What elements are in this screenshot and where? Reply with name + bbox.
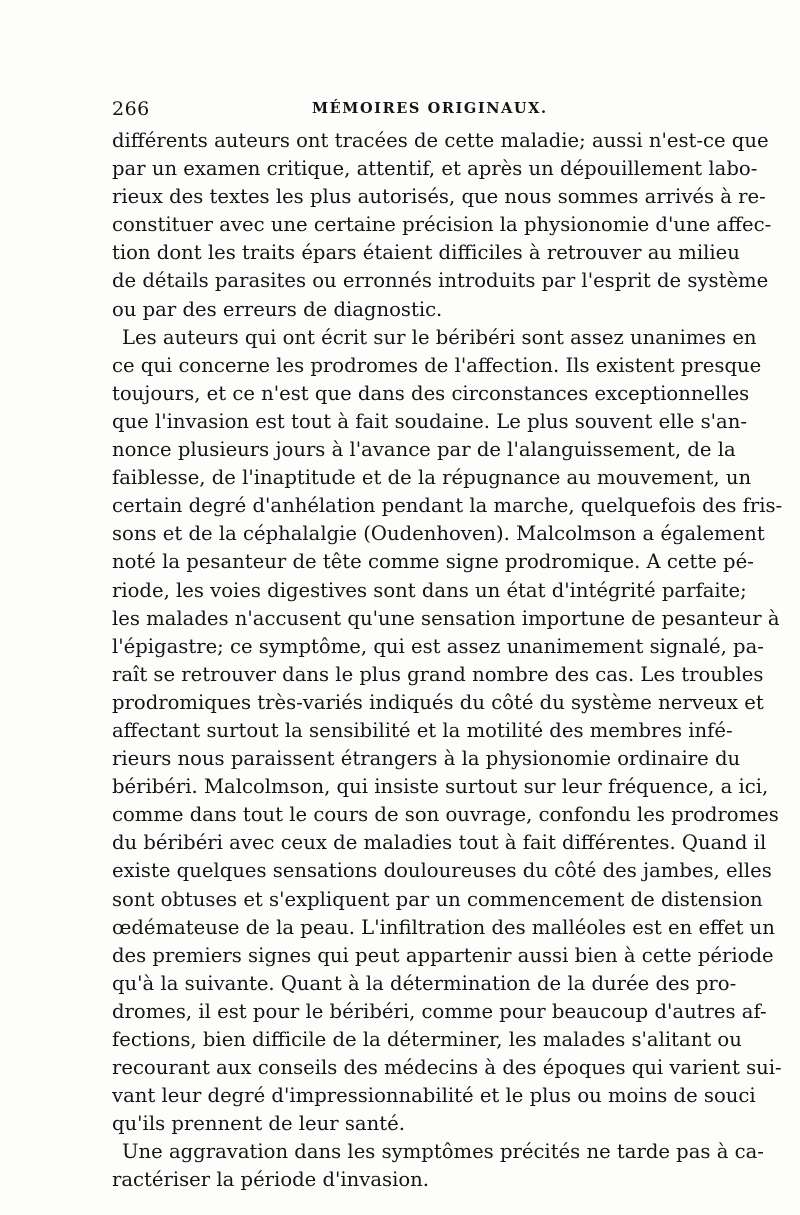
text-line: noté la pesanteur de tête comme signe prodromique. A cette pé- <box>112 550 754 574</box>
text-line: riode, les voies digestives sont dans un état d'intégrité parfaite; <box>112 578 747 602</box>
text-line: rieux des textes les plus autorisés, que nous sommes arrivés à re- <box>112 185 766 209</box>
text-line: œdémateuse de la peau. L'infiltration des malléoles est en effet un <box>112 915 775 939</box>
text-line: qu'ils prennent de leur santé. <box>112 1112 405 1136</box>
text-line: béribéri. Malcolmson, qui insiste surtout sur leur fréquence, a ici, <box>112 775 769 799</box>
text-line: comme dans tout le cours de son ouvrage, confondu les prodromes <box>112 803 779 827</box>
text-line: fections, bien difficile de la déterminer, les malades s'alitant ou <box>112 1028 742 1051</box>
text-line: de détails parasites ou erronnés introduits par l'esprit de système <box>112 269 769 293</box>
text-line: que l'invasion est tout à fait soudaine. Le plus souvent elle s'an- <box>112 409 747 433</box>
paragraph <box>112 324 783 1139</box>
text-line: ou par des erreurs de diagnostic. <box>112 297 443 321</box>
text-line: vant leur degré d'impressionnabilité et le plus ou moins de souci <box>112 1084 756 1108</box>
text-line: rieurs nous paraissent étrangers à la physionomie ordinaire du <box>112 747 741 771</box>
text-line: sons et de la céphalalgie (Oudenhoven). Malcolmson a également <box>112 522 765 546</box>
text-line: qu'à la suivante. Quant à la détermination de la durée des pro- <box>112 971 737 995</box>
body-text <box>112 127 783 1195</box>
text-line: différents auteurs ont tracées de cette maladie; aussi n'est-ce que <box>112 129 769 152</box>
paragraph <box>112 1138 764 1194</box>
text-line: constituer avec une certaine précision la physionomie d'une affec- <box>112 213 772 237</box>
text-line: recourant aux conseils des médecins à des époques qui varient sui- <box>112 1056 782 1080</box>
text-line: dromes, il est pour le béribéri, comme pour beaucoup d'autres af- <box>112 999 767 1023</box>
running-title: MÉMOIRES ORIGINAUX. <box>312 100 548 117</box>
text-line: certain degré d'anhélation pendant la marche, quelquefois des fris- <box>112 494 783 518</box>
text-line: existe quelques sensations douloureuses du côté des jambes, elles <box>112 859 772 883</box>
text-line: tion dont les traits épars étaient difficiles à retrouver au milieu <box>112 241 740 265</box>
text-line: faiblesse, de l'inaptitude et de la répugnance au mouvement, un <box>112 466 752 490</box>
text-line: l'épigastre; ce symptôme, qui est assez unanimement signalé, pa- <box>112 634 764 658</box>
text-line: Les auteurs qui ont écrit sur le béribéri sont assez unanimes en <box>122 325 757 349</box>
text-line: Une aggravation dans les symptômes précités ne tarde pas à ca- <box>122 1140 764 1164</box>
page-number: 266 <box>112 98 150 120</box>
text-line: prodromiques très-variés indiqués du côté du système nerveux et <box>112 690 764 714</box>
text-line: sont obtuses et s'expliquent par un commencement de distension <box>112 887 763 911</box>
text-line: du béribéri avec ceux de maladies tout à fait différentes. Quand il <box>112 831 767 855</box>
text-line: raît se retrouver dans le plus grand nombre des cas. Les troubles <box>112 662 764 686</box>
text-line: affectant surtout la sensibilité et la motilité des membres infé- <box>112 718 733 742</box>
text-line: par un examen critique, attentif, et après un dépouillement labo- <box>112 157 758 181</box>
text-line: toujours, et ce n'est que dans des circonstances exceptionnelles <box>112 381 750 405</box>
text-line: ce qui concerne les prodromes de l'affection. Ils existent presque <box>112 353 762 377</box>
text-line: nonce plusieurs jours à l'avance par de l'alanguissement, de la <box>112 438 736 462</box>
text-line: les malades n'accusent qu'une sensation importune de pesanteur à <box>112 606 780 630</box>
running-head <box>112 98 692 122</box>
text-line: des premiers signes qui peut appartenir aussi bien à cette période <box>112 943 774 967</box>
text-line: ractériser la période d'invasion. <box>112 1168 430 1192</box>
paragraph <box>112 127 772 324</box>
